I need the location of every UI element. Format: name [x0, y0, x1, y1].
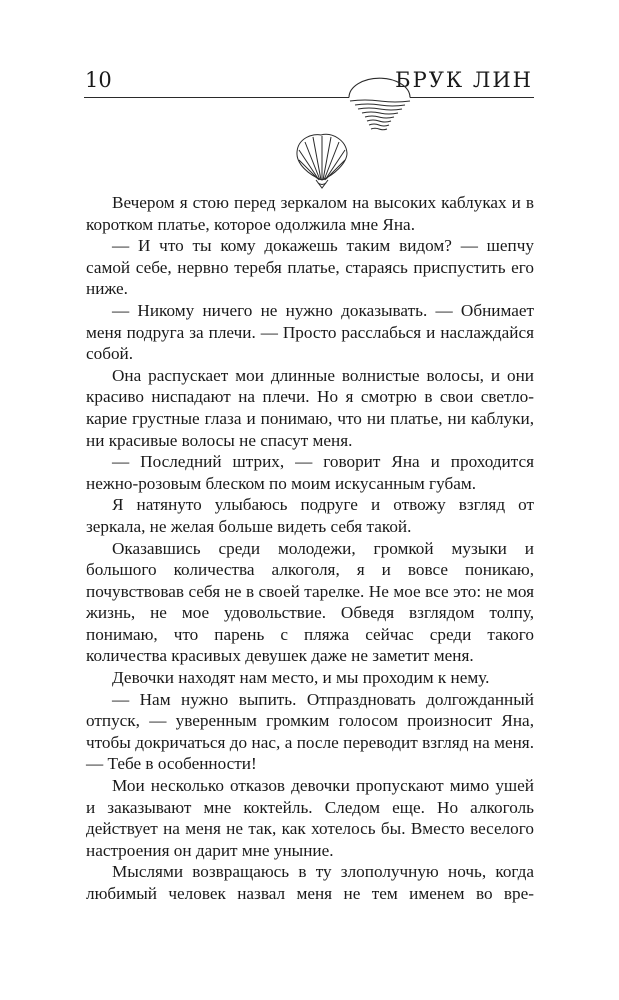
paragraph: Вечером я стою перед зеркалом на высоких каблуках и в коротком платье, которое одолжила мне Яна.	[86, 193, 534, 234]
paragraph: Мыслями возвращаюсь в ту злополучную ночь, когда любимый человек назвал меня не тем именем во вре-	[86, 862, 534, 903]
paragraph: — Никому ничего не нужно доказывать. — Обнимает меня подруга за плечи. — Просто расслабься и наслаждайся собой.	[86, 300, 534, 364]
paragraph: Девочки находят нам место, и мы проходим к нему.	[112, 668, 490, 688]
paragraph: Я натянуто улыбаюсь подруге и отвожу взгляд от зеркала, не желая больше видеть себя такой.	[86, 495, 534, 536]
page-number: 10	[85, 68, 112, 92]
seashell-icon	[297, 134, 347, 188]
setting-sun-icon	[349, 78, 410, 130]
paragraph: Она распускает мои длинные волнистые волосы, и они красиво ниспадают на плечи. Но я смотрю в свои светло-карие грустные глаза и понимаю, что ни платье, ни каблуки, ни красивые волосы не спасут меня.	[86, 365, 534, 450]
running-header-author: БРУК ЛИН	[395, 68, 533, 92]
body-text	[86, 192, 534, 905]
header-ornament	[0, 0, 619, 200]
paragraph: Мои несколько отказов девочки пропускают мимо ушей и заказывают мне коктейль. Следом еще. Но алкоголь действует на меня не так, как хотелось бы. Вместо веселого настроения он дарит мне уныние.	[86, 776, 534, 860]
paragraph: — Последний штрих, — говорит Яна и проходится нежно-розовым блеском по моим искусанным губам.	[86, 452, 534, 493]
paragraph: — И что ты кому докажешь таким видом? — шепчу самой себе, нервно теребя платье, стараясь приспустить его ниже.	[86, 236, 534, 299]
paragraph: — Нам нужно выпить. Отпраздновать долгожданный отпуск, — уверенным громким голосом произносит Яна, чтобы докричаться до нас, а после переводит взгляд на меня. — Тебе в особенности!	[86, 689, 534, 774]
paragraph: Оказавшись среди молодежи, громкой музыки и большого количества алкоголя, я и вовсе поникаю, почувствовав себя не в своей тарелке. Не мое все это: не моя жизнь, не мое удовольствие. Обведя взглядом толпу, понимаю, что парень с пляжа сейчас среди такого количества красивых девушек даже не заметит меня.	[86, 538, 534, 666]
